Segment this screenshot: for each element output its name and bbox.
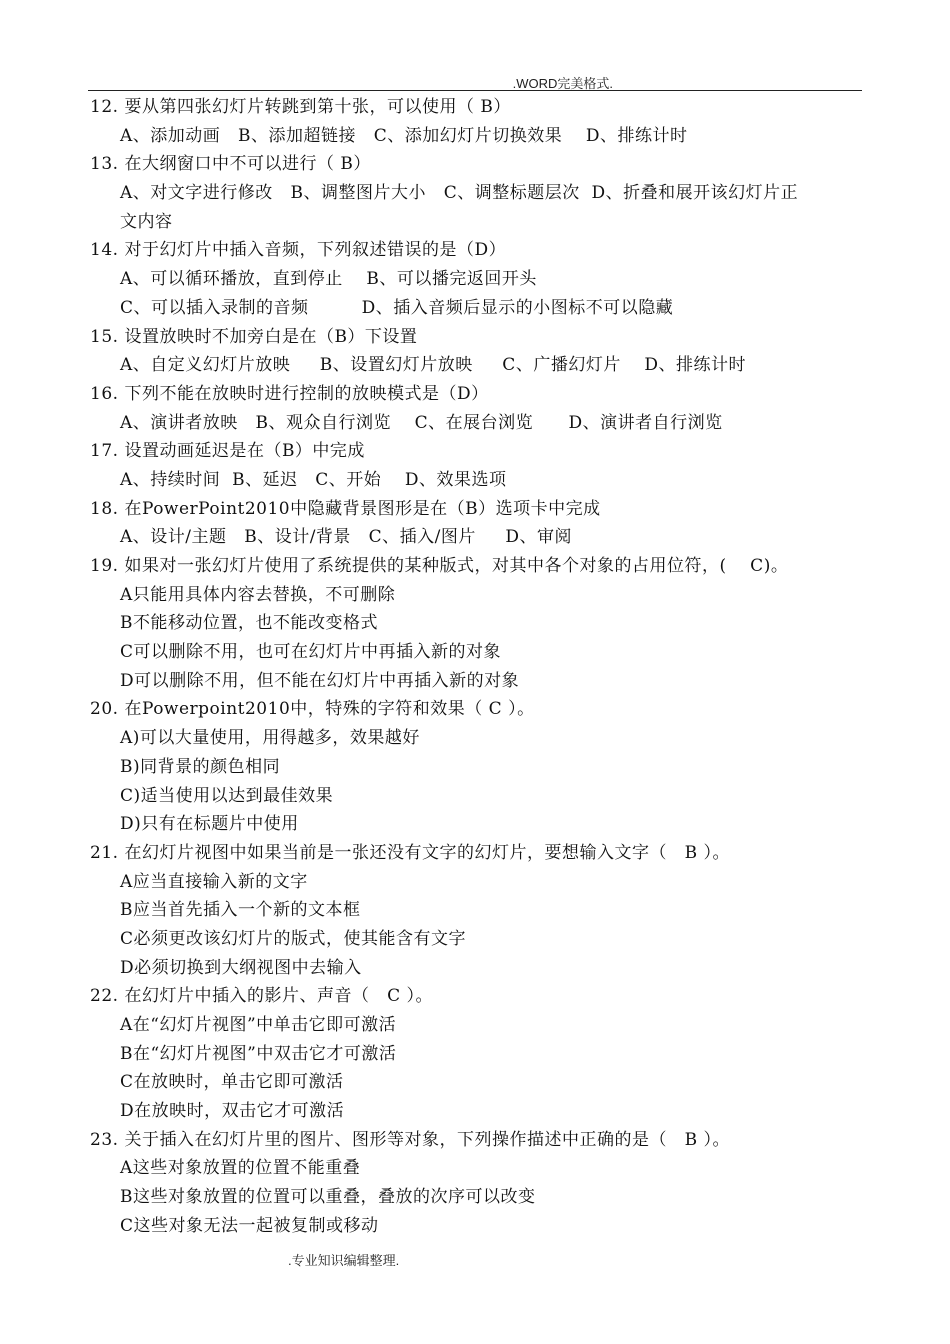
option-line: A、对文字进行修改 B、调整图片大小 C、调整标题层次 D、折叠和展开该幻灯片正 xyxy=(120,183,799,204)
option-line: C、可以插入录制的音频 D、插入音频后显示的小图标不可以隐藏 xyxy=(120,297,674,318)
option-line: B在“幻灯片视图”中双击它才可激活 xyxy=(120,1043,397,1064)
option-line: C这些对象无法一起被复制或移动 xyxy=(120,1215,379,1236)
option-line: A这些对象放置的位置不能重叠 xyxy=(120,1158,361,1179)
option-line: 文内容 xyxy=(120,211,173,232)
option-line: A应当直接输入新的文字 xyxy=(120,871,308,892)
option-line: A在“幻灯片视图”中单击它即可激活 xyxy=(120,1015,397,1035)
option-line: A、可以循环播放，直到停止 B、可以播完返回开头 xyxy=(120,269,537,290)
option-line: D可以删除不用，但不能在幻灯片中再插入新的对象 xyxy=(120,670,520,691)
header-text: .WORD完美格式. xyxy=(512,76,613,91)
question-line: 13. 在大纲窗口中不可以进行（ B） xyxy=(90,154,371,175)
option-line: B这些对象放置的位置可以重叠，叠放的次序可以改变 xyxy=(120,1187,536,1208)
option-line: B应当首先插入一个新的文本框 xyxy=(120,900,361,921)
option-line: D)只有在标题片中使用 xyxy=(120,814,299,835)
option-line: D在放映时，双击它才可激活 xyxy=(120,1101,345,1122)
option-line: A、自定义幻灯片放映 B、设置幻灯片放映 C、广播幻灯片 D、排练计时 xyxy=(120,355,747,376)
option-line: C必须更改该幻灯片的版式，使其能含有文字 xyxy=(120,928,467,949)
question-line: 14. 对于幻灯片中插入音频，下列叙述错误的是（D） xyxy=(90,240,507,261)
question-line: 17. 设置动画延迟是在（B）中完成 xyxy=(90,441,365,462)
question-line: 22. 在幻灯片中插入的影片、声音（ C ）。 xyxy=(90,986,434,1007)
option-line: D必须切换到大纲视图中去输入 xyxy=(120,957,362,978)
option-line: A只能用具体内容去替换，不可删除 xyxy=(120,584,396,605)
option-line: A)可以大量使用，用得越多，效果越好 xyxy=(120,728,420,749)
option-line: C可以删除不用，也可在幻灯片中再插入新的对象 xyxy=(120,642,502,663)
question-list xyxy=(90,93,865,1241)
question-line: 23. 关于插入在幻灯片里的图片、图形等对象，下列操作描述中正确的是（ B ）。 xyxy=(90,1129,731,1150)
option-line: A、持续时间 B、延迟 C、开始 D、效果选项 xyxy=(120,469,507,490)
question-line: 16. 下列不能在放映时进行控制的放映模式是（D） xyxy=(90,383,489,404)
page-header xyxy=(88,70,862,91)
option-line: B不能移动位置，也不能改变格式 xyxy=(120,613,378,634)
question-line: 18. 在PowerPoint2010中隐藏背景图形是在（B）选项卡中完成 xyxy=(90,498,601,519)
question-line: 19. 如果对一张幻灯片使用了系统提供的某种版式，对其中各个对象的占用位符，( C)。 xyxy=(90,556,789,576)
option-line: A、设计/主题 B、设计/背景 C、插入/图片 D、审阅 xyxy=(120,527,573,548)
option-line: C在放映时，单击它即可激活 xyxy=(120,1072,344,1093)
question-line: 21. 在幻灯片视图中如果当前是一张还没有文字的幻灯片，要想输入文字（ B ）。 xyxy=(90,842,731,863)
page-footer: .专业知识编辑整理. xyxy=(288,1253,400,1268)
option-line: A、添加动画 B、添加超链接 C、添加幻灯片切换效果 D、排练计时 xyxy=(120,125,688,146)
question-line: 12. 要从第四张幻灯片转跳到第十张，可以使用（ B） xyxy=(90,97,511,117)
option-line: A、演讲者放映 B、观众自行浏览 C、在展台浏览 D、演讲者自行浏览 xyxy=(120,412,723,433)
option-line: B)同背景的颜色相同 xyxy=(120,756,281,777)
question-line: 15. 设置放映时不加旁白是在（B）下设置 xyxy=(90,326,418,347)
option-line: C)适当使用以达到最佳效果 xyxy=(120,785,334,806)
question-line: 20. 在Powerpoint2010中，特殊的字符和效果（ C ）。 xyxy=(90,699,535,720)
